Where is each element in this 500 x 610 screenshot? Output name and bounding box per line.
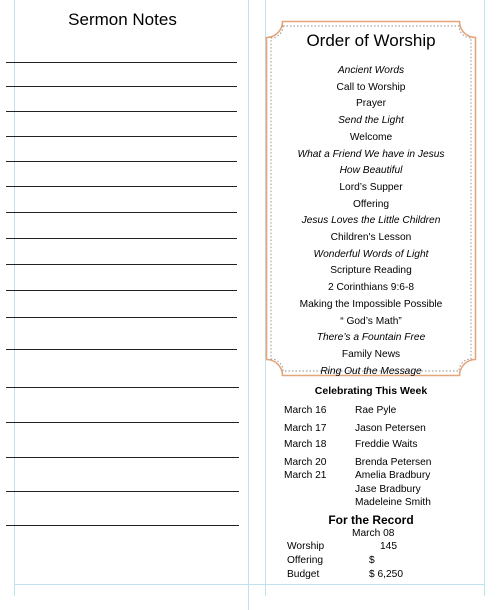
celebration-name: Freddie Waits xyxy=(355,439,418,450)
celebration-date: March 20 xyxy=(284,457,327,468)
note-line xyxy=(6,317,237,318)
worship-item: Call to Worship xyxy=(336,81,406,93)
record-value: $ xyxy=(369,555,375,566)
order-of-worship-title: Order of Worship xyxy=(306,31,436,50)
worship-item: Children's Lesson xyxy=(330,232,412,243)
note-line xyxy=(6,290,237,291)
record-label: Budget xyxy=(287,569,320,580)
worship-item: Wonderful Words of Light xyxy=(313,248,429,260)
worship-item: Ring Out the Message xyxy=(320,365,422,377)
bottom-margin-guide xyxy=(14,584,485,585)
worship-item: “ God’s Math” xyxy=(340,315,402,327)
celebration-name: Brenda Petersen xyxy=(355,457,432,468)
celebration-name: Rae Pyle xyxy=(355,405,397,416)
worship-item: What a Friend We have in Jesus xyxy=(297,148,445,160)
note-line xyxy=(6,349,237,350)
right-margin-guide xyxy=(484,0,485,596)
note-line xyxy=(6,525,239,526)
worship-item: Scripture Reading xyxy=(330,265,412,277)
record-value: 145 xyxy=(380,541,397,552)
record-label: Worship xyxy=(287,541,325,552)
note-line xyxy=(6,264,237,265)
worship-item: Send the Light xyxy=(338,115,404,127)
note-line xyxy=(6,422,239,423)
center-left-guide xyxy=(248,0,249,610)
note-line xyxy=(6,186,237,187)
note-line xyxy=(6,457,239,458)
worship-item: Family News xyxy=(341,348,401,360)
worship-item: How Beautiful xyxy=(339,165,403,177)
note-line xyxy=(6,136,237,137)
note-line xyxy=(6,161,237,162)
celebration-name: Madeleine Smith xyxy=(355,497,431,508)
note-line xyxy=(6,111,237,112)
celebration-date: March 17 xyxy=(284,423,327,434)
worship-item: Lord’s Supper xyxy=(339,181,403,193)
left-margin-guide xyxy=(14,0,15,596)
sermon-notes-title: Sermon Notes xyxy=(68,10,177,29)
celebrating-title: Celebrating This Week xyxy=(314,385,428,397)
note-line xyxy=(6,238,237,239)
celebration-date: March 18 xyxy=(284,439,327,450)
worship-item: There’s a Fountain Free xyxy=(316,332,426,344)
note-line xyxy=(6,387,239,388)
worship-item: Making the Impossible Possible xyxy=(299,298,443,310)
record-label: Offering xyxy=(287,555,324,566)
worship-item: Jesus Loves the Little Children xyxy=(301,215,441,227)
celebration-date: March 21 xyxy=(284,470,327,481)
celebration-name: Amelia Bradbury xyxy=(355,470,431,481)
note-line xyxy=(6,491,239,492)
note-line xyxy=(6,86,237,87)
celebration-date: March 16 xyxy=(284,405,327,416)
record-title: For the Record xyxy=(328,513,414,527)
worship-item: 2 Corinthians 9:6-8 xyxy=(327,282,415,294)
worship-item: Prayer xyxy=(355,98,386,110)
worship-item: Welcome xyxy=(349,131,393,143)
worship-item: Offering xyxy=(352,198,390,210)
note-line xyxy=(6,212,237,213)
celebration-name: Jason Petersen xyxy=(355,423,426,434)
worship-item: Ancient Words xyxy=(337,65,405,76)
record-value: $ 6,250 xyxy=(369,569,403,580)
note-line xyxy=(6,62,237,63)
celebration-name: Jase Bradbury xyxy=(355,483,421,495)
record-date: March 08 xyxy=(352,528,395,539)
